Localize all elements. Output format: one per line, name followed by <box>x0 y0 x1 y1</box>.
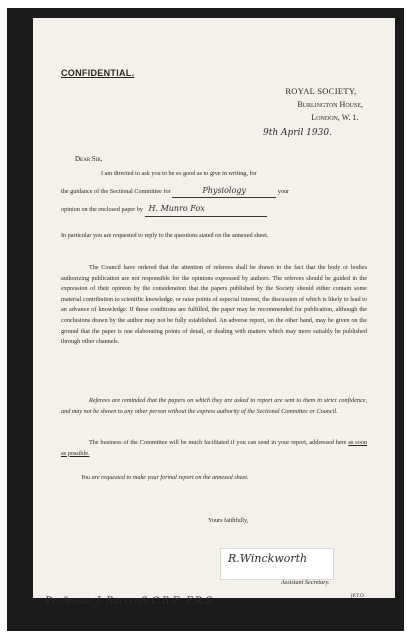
intro-text-3: your <box>277 187 290 195</box>
address-line-3: London, W. 1. <box>311 113 359 122</box>
intro-line-1: I am directed to ask you to be so good as to give in writing, for <box>101 170 257 177</box>
reminder-paragraph: Referees are reminded that the papers on which they are asked to report are sent to them in strict confidence, and may not be shown to any other person without the express authority of the Sectional Committee or Council. <box>61 397 367 415</box>
request-paragraph: You are requested to make your formal report on the annexed sheet. <box>81 474 249 481</box>
letter-page <box>33 18 395 598</box>
committee-handwritten: Physiology <box>202 185 246 195</box>
date-handwritten: 9th April 1930. <box>263 128 332 138</box>
intro-text-4: opinion on the enclosed paper by <box>61 206 143 214</box>
recipient-handwritten: Professor J. Barcroft C.B.E. F.R.S. <box>45 596 215 607</box>
author-handwritten: H. Munro Fox <box>148 204 205 214</box>
address-line-2: Burlington House, <box>297 100 363 109</box>
pto-note: [P.T.O. <box>351 594 365 599</box>
business-underlined: as soon as possible. <box>61 439 367 457</box>
confidential-heading: CONFIDENTIAL. <box>61 68 135 78</box>
author-field <box>145 204 267 217</box>
signature-handwritten: R.Winckworth <box>228 552 308 565</box>
committee-field <box>172 186 276 199</box>
intro-line-3 <box>61 204 367 217</box>
questions-paragraph: In particular you are requested to reply to the questions stated on the annexed sheet. <box>61 232 269 239</box>
intro-paragraph <box>61 169 367 217</box>
salutation: Dear Sir, <box>75 155 103 163</box>
intro-line-2 <box>61 186 367 199</box>
council-paragraph: The Council have ordered that the attention of referees shall be drawn to the fact that the body or bodies authorizing publication are not responsible for the opinions expressed by authors. The referees should be guided in the expression of their opinion by the consideration that the papers published by the Society should either contain some material contribution to scientific knowledge, or raise points of especial interest, the discussion of which is likely to lead to an advance of knowledge. If these conditions are fulfilled, the paper may be recommended for publication, although the conclusions drawn by the author may not be fully established. An adverse report, on the other hand, may be given on the ground that the paper is one elaborating points of detail, or dealing with matters which may more suitably be published through other channels. <box>61 264 367 346</box>
business-paragraph <box>61 438 367 459</box>
signatory-title: Assistant Secretary. <box>281 579 330 586</box>
closing: Yours faithfully, <box>208 517 249 524</box>
address-line-1: ROYAL SOCIETY, <box>285 86 357 96</box>
intro-text-2: the guidance of the Sectional Committee for <box>61 187 171 195</box>
business-text: The business of the Committee will be much facilitated if you can send in your report, addressed here <box>89 439 347 446</box>
address-block <box>285 86 363 122</box>
